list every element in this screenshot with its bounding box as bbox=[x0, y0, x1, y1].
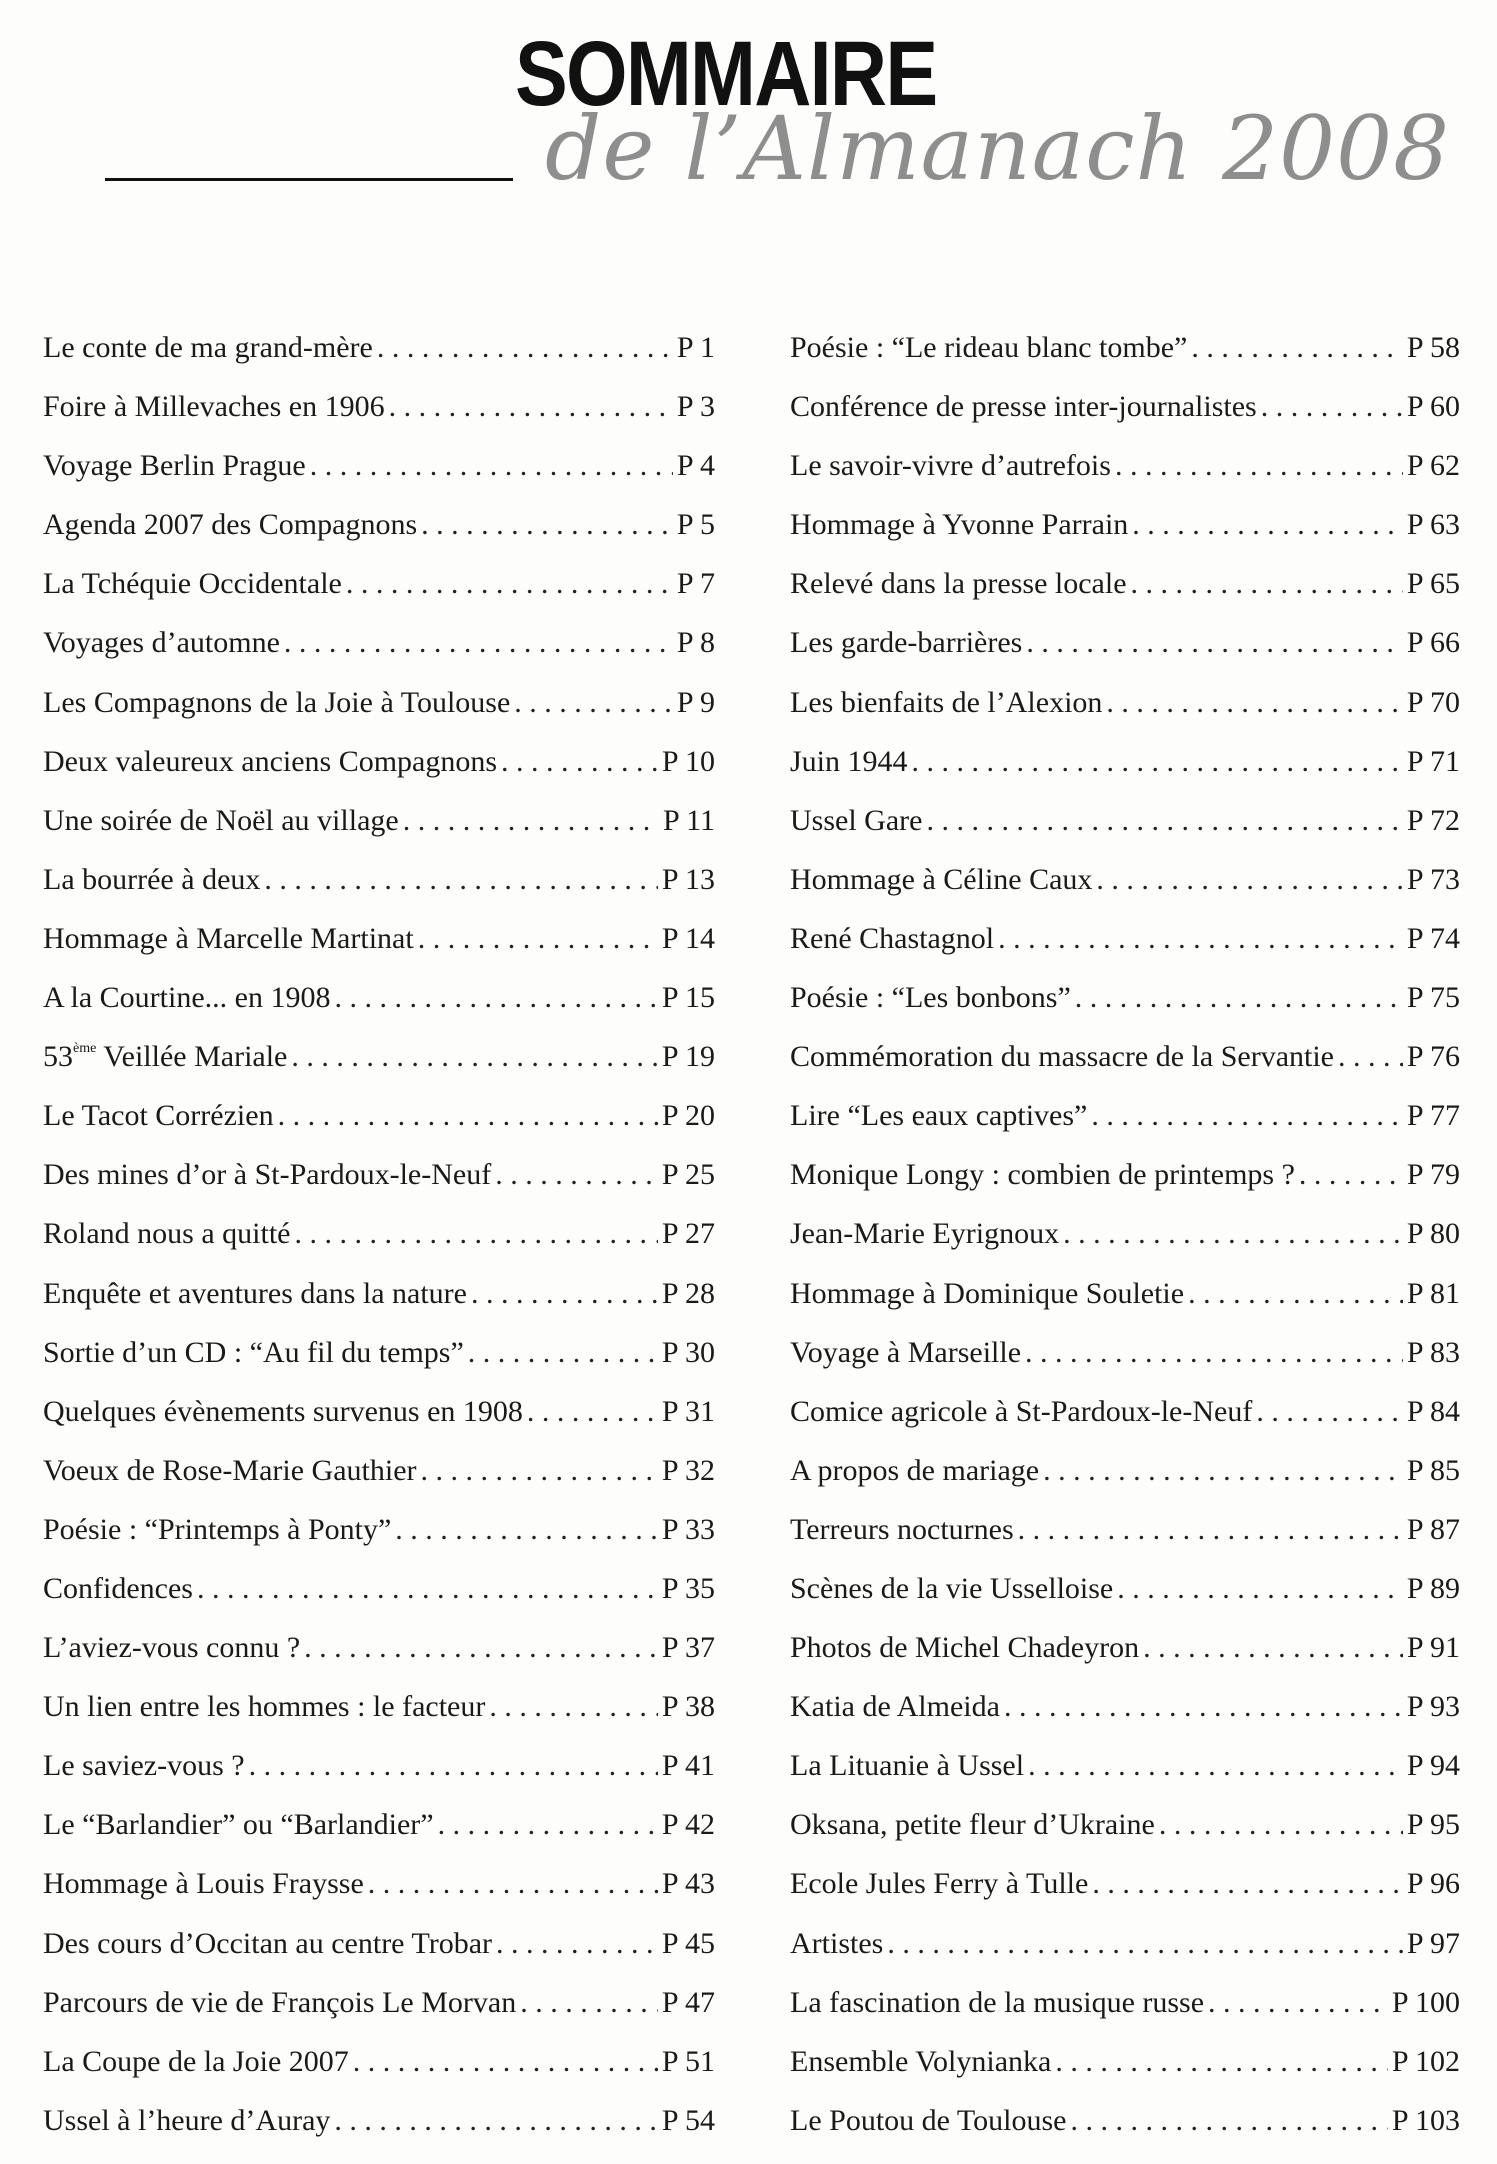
toc-entry-page: P 11 bbox=[663, 803, 715, 837]
toc-entry bbox=[790, 1736, 1460, 1795]
title-rule bbox=[105, 178, 513, 181]
dot-leader bbox=[1191, 318, 1403, 377]
dot-leader bbox=[334, 2091, 658, 2150]
toc-entry bbox=[43, 909, 715, 968]
toc-entry-title: Voyage Berlin Prague bbox=[43, 449, 306, 483]
toc-entry bbox=[43, 554, 715, 613]
dot-leader bbox=[1096, 850, 1403, 909]
toc-entry bbox=[790, 1027, 1460, 1086]
toc-entry-page: P 80 bbox=[1406, 1217, 1460, 1251]
toc-entry bbox=[790, 613, 1460, 672]
toc-entry bbox=[790, 1559, 1460, 1618]
toc-entry-title: Les garde-barrières bbox=[790, 626, 1023, 660]
toc-entry-page: P 72 bbox=[1406, 803, 1460, 837]
toc-entry-title: Des mines d’or à St-Pardoux-le-Neuf bbox=[43, 1158, 492, 1192]
toc-entry bbox=[43, 1795, 715, 1854]
toc-entry-title: Poésie : “Le rideau blanc tombe” bbox=[790, 331, 1188, 364]
toc-entry bbox=[43, 1264, 715, 1323]
toc-entry-title: Hommage à Dominique Souletie bbox=[790, 1276, 1185, 1310]
dot-leader bbox=[278, 1086, 658, 1145]
toc-entry-title: Voeux de Rose-Marie Gauthier bbox=[43, 1453, 417, 1487]
toc-entry-title: Scènes de la vie Usselloise bbox=[790, 1571, 1114, 1605]
toc-entry-number: 53 bbox=[43, 1040, 73, 1074]
dot-leader bbox=[1106, 673, 1403, 732]
toc-entry-title: Ensemble Volynianka bbox=[790, 2044, 1052, 2078]
toc-entry bbox=[790, 791, 1460, 850]
toc-entry bbox=[790, 1382, 1460, 1441]
toc-entry-page: P 33 bbox=[661, 1512, 715, 1546]
dot-leader bbox=[1261, 377, 1403, 436]
toc-entry bbox=[790, 554, 1460, 613]
dot-leader bbox=[887, 1914, 1403, 1973]
dot-leader bbox=[1055, 2032, 1388, 2091]
dot-leader bbox=[1115, 436, 1403, 495]
toc-entry-page: P 93 bbox=[1406, 1690, 1460, 1724]
toc-entry bbox=[790, 1145, 1460, 1204]
toc-entry-page: P 60 bbox=[1406, 390, 1460, 424]
toc-entry bbox=[43, 850, 715, 909]
toc-entry bbox=[790, 495, 1460, 554]
toc-entry-title: Conférence de presse inter-journalistes bbox=[790, 390, 1257, 424]
toc-entry bbox=[790, 1677, 1460, 1736]
dot-leader bbox=[495, 1145, 658, 1204]
toc-entry-page: P 10 bbox=[661, 744, 715, 778]
dot-leader bbox=[496, 1914, 658, 1973]
toc-entry-title: Poésie : “Les bonbons” bbox=[790, 981, 1071, 1015]
toc-entry bbox=[43, 1559, 715, 1618]
toc-entry bbox=[43, 436, 715, 495]
toc-entry-page: P 96 bbox=[1406, 1867, 1460, 1901]
toc-entry-title: Agenda 2007 des Compagnons bbox=[43, 508, 418, 542]
toc-entry-page: P 74 bbox=[1406, 921, 1460, 955]
toc-entry bbox=[43, 1323, 715, 1382]
toc-entry-page: P 9 bbox=[676, 685, 715, 719]
toc-entry-page: P 7 bbox=[676, 567, 715, 601]
toc-entry-page: P 77 bbox=[1406, 1099, 1460, 1133]
dot-leader bbox=[264, 850, 658, 909]
toc-entry-page: P 102 bbox=[1391, 2044, 1460, 2078]
toc-entry bbox=[43, 1086, 715, 1145]
toc-entry-page: P 97 bbox=[1406, 1926, 1460, 1960]
toc-entry-title: Le savoir-vivre d’autrefois bbox=[790, 449, 1111, 483]
toc-entry-page: P 30 bbox=[661, 1335, 715, 1369]
dot-leader bbox=[489, 1677, 658, 1736]
dot-leader bbox=[1143, 1618, 1403, 1677]
toc-entry-title: Foire à Millevaches en 1906 bbox=[43, 390, 385, 424]
dot-leader bbox=[1131, 554, 1403, 613]
toc-entry-title: La Coupe de la Joie 2007 bbox=[43, 2044, 349, 2078]
toc-entry-page: P 25 bbox=[661, 1158, 715, 1192]
toc-entry-title: Quelques évènements survenus en 1908 bbox=[43, 1394, 523, 1428]
toc-entry-page: P 63 bbox=[1406, 508, 1460, 542]
toc-entry-title: Terreurs nocturnes bbox=[790, 1512, 1014, 1546]
toc-entry-page: P 1 bbox=[676, 331, 715, 364]
toc-entry-title: Hommage à Marcelle Martinat bbox=[43, 921, 414, 955]
toc-entry bbox=[43, 673, 715, 732]
dot-leader bbox=[1159, 1795, 1403, 1854]
toc-entry bbox=[790, 1618, 1460, 1677]
toc-entry-page: P 19 bbox=[661, 1040, 715, 1074]
dot-leader bbox=[1004, 1677, 1403, 1736]
page-subtitle: de l’Almanach 2008 bbox=[545, 97, 1451, 200]
toc-entry bbox=[790, 2091, 1460, 2150]
toc-entry-page: P 37 bbox=[661, 1631, 715, 1665]
toc-entry bbox=[43, 1441, 715, 1500]
toc-entry-title: La bourrée à deux bbox=[43, 862, 261, 896]
toc-entry-title: A propos de mariage bbox=[790, 1453, 1040, 1487]
toc-entry-page: P 87 bbox=[1406, 1512, 1460, 1546]
toc-entry-title bbox=[43, 1027, 287, 1086]
toc-entry bbox=[43, 1382, 715, 1441]
toc-entry-page: P 70 bbox=[1406, 685, 1460, 719]
toc-entry-page: P 8 bbox=[676, 626, 715, 660]
toc-entry-page: P 85 bbox=[1406, 1453, 1460, 1487]
dot-leader bbox=[1299, 1145, 1403, 1204]
toc-entry bbox=[43, 1914, 715, 1973]
dot-leader bbox=[520, 1973, 658, 2032]
toc-entry-page: P 83 bbox=[1406, 1335, 1460, 1369]
toc-entry-page: P 27 bbox=[661, 1217, 715, 1251]
toc-entry bbox=[790, 1086, 1460, 1145]
dot-leader bbox=[1188, 1264, 1403, 1323]
dot-leader bbox=[471, 1264, 658, 1323]
toc-entry-title: Jean-Marie Eyrignoux bbox=[790, 1217, 1060, 1251]
toc-entry-title: La Tchéquie Occidentale bbox=[43, 567, 342, 601]
dot-leader bbox=[418, 909, 658, 968]
toc-entry-title: Photos de Michel Chadeyron bbox=[790, 1631, 1140, 1665]
toc-entry bbox=[43, 1204, 715, 1263]
toc-entry bbox=[790, 850, 1460, 909]
toc-entry bbox=[790, 909, 1460, 968]
toc-entry-title: Confidences bbox=[43, 1571, 193, 1605]
dot-leader bbox=[310, 436, 673, 495]
dot-leader bbox=[1208, 1973, 1388, 2032]
dot-leader bbox=[249, 1736, 658, 1795]
toc-entry bbox=[790, 1441, 1460, 1500]
toc-entry bbox=[790, 1264, 1460, 1323]
toc-entry-page: P 5 bbox=[676, 508, 715, 542]
toc-entry-title: Poésie : “Printemps à Ponty” bbox=[43, 1512, 392, 1546]
toc-entry-title: Les Compagnons de la Joie à Toulouse bbox=[43, 685, 511, 719]
toc-entry bbox=[43, 613, 715, 672]
toc-entry-title: L’aviez-vous connu ? bbox=[43, 1631, 301, 1665]
toc-entry-title: A la Courtine... en 1908 bbox=[43, 981, 331, 1015]
toc-entry bbox=[43, 1854, 715, 1913]
toc-entry bbox=[43, 1736, 715, 1795]
toc-entry bbox=[43, 1500, 715, 1559]
header bbox=[0, 0, 1497, 240]
toc-entry-page: P 20 bbox=[661, 1099, 715, 1133]
toc-entry-title: La fascination de la musique russe bbox=[790, 1985, 1205, 2019]
toc-entry-page: P 79 bbox=[1406, 1158, 1460, 1192]
toc-entry-page: P 35 bbox=[661, 1571, 715, 1605]
toc-entry bbox=[790, 1914, 1460, 1973]
dot-leader bbox=[1117, 1559, 1403, 1618]
dot-leader bbox=[1092, 1854, 1403, 1913]
dot-leader bbox=[501, 732, 658, 791]
toc-entry-title: Lire “Les eaux captives” bbox=[790, 1099, 1088, 1133]
toc-entry-title: Un lien entre les hommes : le facteur bbox=[43, 1690, 486, 1724]
toc-entry bbox=[43, 318, 715, 377]
toc-entry-page: P 14 bbox=[661, 921, 715, 955]
toc-entry-page: P 100 bbox=[1391, 1985, 1460, 2019]
toc-entry-page: P 76 bbox=[1406, 1040, 1460, 1074]
toc-entry-title: Hommage à Yvonne Parrain bbox=[790, 508, 1129, 542]
toc-entry-page: P 43 bbox=[661, 1867, 715, 1901]
toc-entry bbox=[790, 1973, 1460, 2032]
dot-leader bbox=[1063, 1204, 1403, 1263]
toc-entry-title: Voyages d’automne bbox=[43, 626, 280, 660]
dot-leader bbox=[1043, 1441, 1403, 1500]
toc-entry-title: Monique Longy : combien de printemps ? bbox=[790, 1158, 1295, 1192]
dot-leader bbox=[926, 791, 1402, 850]
toc-entry-page: P 38 bbox=[661, 1690, 715, 1724]
toc-entry-title: Relevé dans la presse locale bbox=[790, 567, 1127, 601]
dot-leader bbox=[284, 613, 673, 672]
dot-leader bbox=[1338, 1027, 1403, 1086]
dot-leader bbox=[438, 1795, 658, 1854]
toc-entry-page: P 41 bbox=[661, 1749, 715, 1783]
dot-leader bbox=[368, 1854, 658, 1913]
dot-leader bbox=[353, 2032, 658, 2091]
toc-entry-page: P 95 bbox=[1406, 1808, 1460, 1842]
toc-entry-title: Sortie d’un CD : “Au fil du temps” bbox=[43, 1335, 464, 1369]
toc-entry-page: P 54 bbox=[661, 2103, 715, 2137]
dot-leader bbox=[514, 673, 673, 732]
dot-leader bbox=[421, 1441, 658, 1500]
toc-entry-title: Juin 1944 bbox=[790, 744, 908, 778]
dot-leader bbox=[527, 1382, 658, 1441]
toc-entry-page: P 51 bbox=[661, 2044, 715, 2078]
dot-leader bbox=[395, 1500, 658, 1559]
toc-entry-title: Hommage à Céline Caux bbox=[790, 862, 1093, 896]
toc-column-left bbox=[43, 318, 715, 2150]
toc-entry-page: P 31 bbox=[661, 1394, 715, 1428]
dot-leader bbox=[334, 968, 657, 1027]
toc-entry bbox=[43, 968, 715, 1027]
toc-entry-page: P 81 bbox=[1406, 1276, 1460, 1310]
toc-entry bbox=[790, 436, 1460, 495]
toc-entry bbox=[790, 2032, 1460, 2091]
toc-entry-title: Ussel Gare bbox=[790, 803, 923, 837]
toc-entry bbox=[790, 318, 1460, 377]
toc-entry bbox=[43, 2032, 715, 2091]
toc-entry-title: Voyage à Marseille bbox=[790, 1335, 1022, 1369]
toc-entry bbox=[43, 495, 715, 554]
toc-entry-page: P 91 bbox=[1406, 1631, 1460, 1665]
toc-entry-page: P 32 bbox=[661, 1453, 715, 1487]
toc-entry-title: Une soirée de Noël au village bbox=[43, 803, 399, 837]
dot-leader bbox=[377, 318, 673, 377]
toc-entry bbox=[790, 377, 1460, 436]
dot-leader bbox=[294, 1204, 657, 1263]
toc-entry-title: Commémoration du massacre de la Servantie bbox=[790, 1040, 1334, 1074]
toc-entry-page: P 94 bbox=[1406, 1749, 1460, 1783]
toc-entry-title: Ussel à l’heure d’Auray bbox=[43, 2103, 331, 2137]
dot-leader bbox=[1075, 968, 1403, 1027]
toc-entry bbox=[43, 377, 715, 436]
dot-leader bbox=[389, 377, 673, 436]
dot-leader bbox=[1028, 1736, 1403, 1795]
toc-entry-page: P 103 bbox=[1391, 2103, 1460, 2137]
toc-entry bbox=[790, 1854, 1460, 1913]
toc-entry-title: Le saviez-vous ? bbox=[43, 1749, 245, 1783]
dot-leader bbox=[346, 554, 673, 613]
dot-leader bbox=[1256, 1382, 1403, 1441]
toc-entry bbox=[43, 1145, 715, 1204]
dot-leader bbox=[197, 1559, 658, 1618]
toc-entry-title: Oksana, petite fleur d’Ukraine bbox=[790, 1808, 1155, 1842]
toc-entry bbox=[43, 1973, 715, 2032]
toc-entry-page: P 84 bbox=[1406, 1394, 1460, 1428]
toc-entry-page: P 45 bbox=[661, 1926, 715, 1960]
toc-entry-page: P 75 bbox=[1406, 981, 1460, 1015]
toc-entry bbox=[790, 1500, 1460, 1559]
toc-entry-page: P 47 bbox=[661, 1985, 715, 2019]
toc-entry-title: Le “Barlandier” ou “Barlandier” bbox=[43, 1808, 434, 1842]
toc-column-right bbox=[790, 318, 1460, 2150]
toc-entry bbox=[43, 1677, 715, 1736]
dot-leader bbox=[468, 1323, 658, 1382]
toc-entry-page: P 65 bbox=[1406, 567, 1460, 601]
toc-entry-title: Le conte de ma grand-mère bbox=[43, 331, 373, 364]
dot-leader bbox=[912, 732, 1403, 791]
toc-entry-title: Le Poutou de Toulouse bbox=[790, 2103, 1067, 2137]
toc-entry bbox=[790, 732, 1460, 791]
toc-entry bbox=[790, 1795, 1460, 1854]
toc-entry bbox=[790, 673, 1460, 732]
toc-entry-title: Katia de Almeida bbox=[790, 1690, 1000, 1724]
toc-entry-title: Le Tacot Corrézien bbox=[43, 1099, 274, 1133]
dot-leader bbox=[421, 495, 673, 554]
toc-entry-page: P 73 bbox=[1406, 862, 1460, 896]
toc-entry-superscript: ème bbox=[73, 1041, 97, 1057]
toc-entry bbox=[43, 732, 715, 791]
toc-entry bbox=[43, 1618, 715, 1677]
toc-entry-text: Veillée Mariale bbox=[103, 1040, 288, 1074]
toc-entry bbox=[790, 1204, 1460, 1263]
toc-entry-title: Parcours de vie de François Le Morvan bbox=[43, 1985, 517, 2019]
dot-leader bbox=[1025, 1323, 1403, 1382]
toc-entry-page: P 66 bbox=[1406, 626, 1460, 660]
toc-entry bbox=[43, 2091, 715, 2150]
toc-entry-page: P 62 bbox=[1406, 449, 1460, 483]
dot-leader bbox=[1132, 495, 1403, 554]
toc-entry-title: Enquête et aventures dans la nature bbox=[43, 1276, 467, 1310]
dot-leader bbox=[1018, 1500, 1403, 1559]
toc-entry-page: P 15 bbox=[661, 981, 715, 1015]
toc-entry-page: P 58 bbox=[1406, 331, 1460, 364]
toc-entry-title: René Chastagnol bbox=[790, 921, 995, 955]
toc-entry-title: Deux valeureux anciens Compagnons bbox=[43, 744, 498, 778]
toc-entry-title: Roland nous a quitté bbox=[43, 1217, 291, 1251]
toc-entry-title: Ecole Jules Ferry à Tulle bbox=[790, 1867, 1089, 1901]
toc-entry-title: Artistes bbox=[790, 1926, 884, 1960]
toc-entry-page: P 42 bbox=[661, 1808, 715, 1842]
toc-entry-page: P 28 bbox=[661, 1276, 715, 1310]
page-title: SOMMAIRE bbox=[515, 23, 937, 125]
dot-leader bbox=[291, 1027, 658, 1086]
dot-leader bbox=[403, 791, 659, 850]
toc-entry-title: La Lituanie à Ussel bbox=[790, 1749, 1025, 1783]
toc-entry-page: P 89 bbox=[1406, 1571, 1460, 1605]
toc-entry-page: P 71 bbox=[1406, 744, 1460, 778]
toc-entry bbox=[790, 1323, 1460, 1382]
toc-entry-title: Des cours d’Occitan au centre Trobar bbox=[43, 1926, 493, 1960]
toc-entry bbox=[43, 791, 715, 850]
dot-leader bbox=[304, 1618, 658, 1677]
dot-leader bbox=[1071, 2091, 1388, 2150]
dot-leader bbox=[1026, 613, 1403, 672]
dot-leader bbox=[998, 909, 1403, 968]
toc-entry bbox=[790, 968, 1460, 1027]
toc-entry-page: P 13 bbox=[661, 862, 715, 896]
toc-entry-page: P 3 bbox=[676, 390, 715, 424]
toc-entry-title: Les bienfaits de l’Alexion bbox=[790, 685, 1103, 719]
toc-entry-page: P 4 bbox=[676, 449, 715, 483]
toc-entry-title: Hommage à Louis Fraysse bbox=[43, 1867, 364, 1901]
dot-leader bbox=[1091, 1086, 1403, 1145]
toc-entry bbox=[43, 1027, 715, 1086]
toc-entry-title: Comice agricole à St-Pardoux-le-Neuf bbox=[790, 1394, 1253, 1428]
